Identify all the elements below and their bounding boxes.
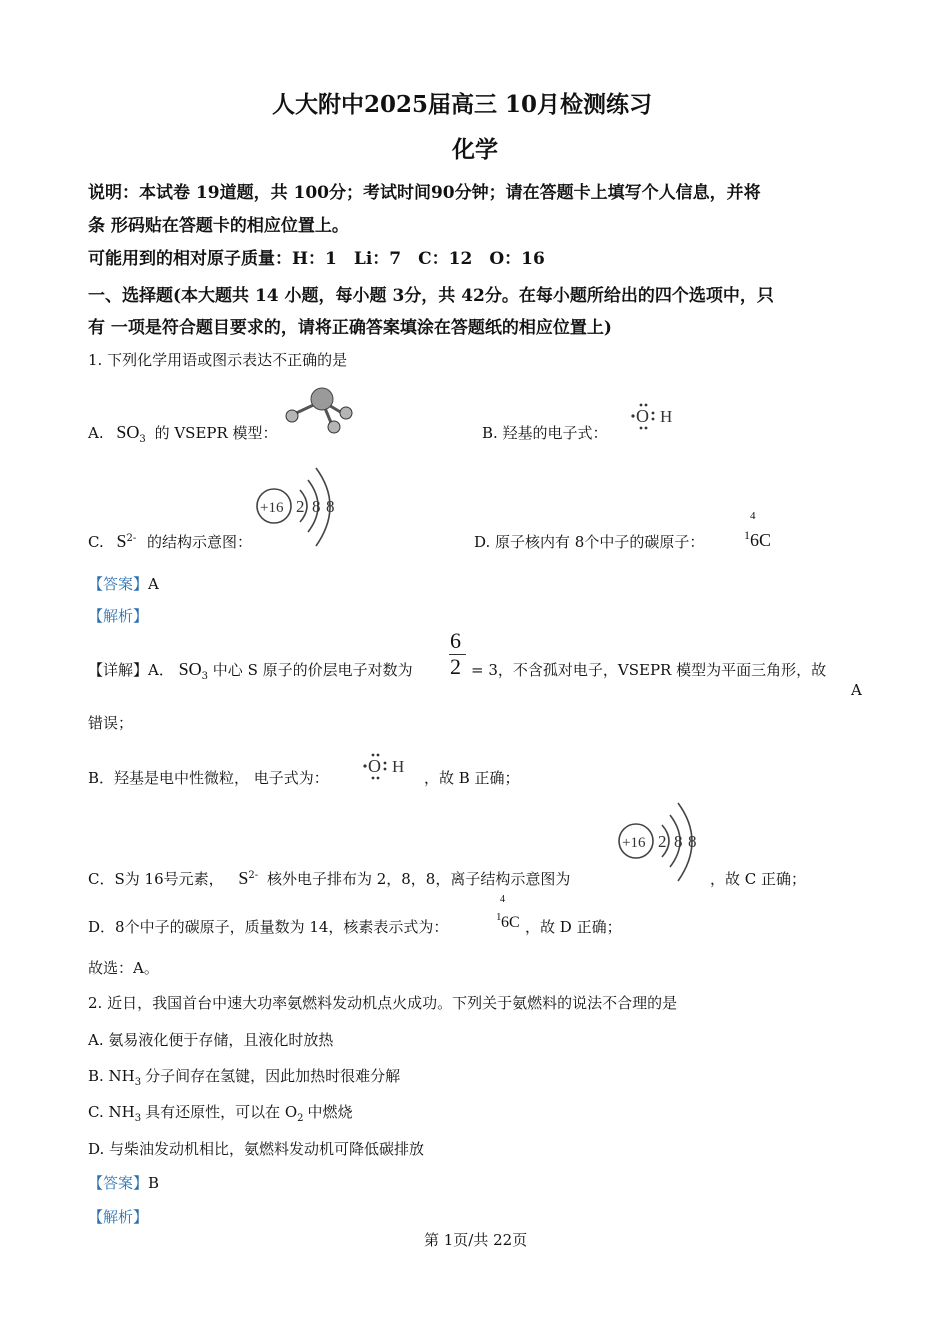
so3-vsepr-model-icon [282,385,362,437]
q1-option-d: D. 原子核内有 8个中子的碳原子： [474,533,705,551]
q1-option-b: B. 羟基的电子式： [482,424,608,442]
q1-detail-d-mass-number: 4 [500,894,505,905]
q1-detail-a-end: A [851,681,862,699]
q1-detail-d-symbol: 6C [501,914,520,931]
q1-answer: 【答案】A [88,575,159,593]
svg-text:H: H [392,757,405,776]
svg-text:2: 2 [658,832,667,851]
q2-answer: 【答案】B [88,1174,160,1192]
q1-option-c: C. $S^{2-}$ 的结构示意图： [88,531,253,551]
instructions-line1: 说明：本试卷 19道题，共 100分；考试时间90分钟；请在答题卡上填写个人信息，并将 [88,183,761,203]
svg-text:2: 2 [296,497,305,516]
subject-title: 化学 [452,136,498,163]
q1-detail-a-wrong: 错误； [88,714,134,732]
q1-detail-a-rest: = 3，不含孤对电子，VSEPR 模型为平面三角形，故 [471,661,827,679]
svg-text:8: 8 [326,497,335,516]
q1-detail-c: C．S为 16号元素， $S^{2-}$ 核外电子排布为 2，8，8，离子结构示意图为 [88,868,571,888]
svg-text:8: 8 [674,832,683,851]
sulfide-ion-structure-icon [252,460,347,552]
q2-option-b: B. $NH_3$ 分子间存在氢键，因此加热时很难分解 [88,1067,401,1088]
svg-text:8: 8 [688,832,697,851]
svg-text:8: 8 [312,497,321,516]
q2-analysis-label: 【解析】 [88,1208,149,1226]
sulfide-ion-structure-icon [614,795,709,887]
hydroxyl-h-label: H [660,407,673,426]
q2-option-a: A. 氨易液化便于存储，且液化时放热 [88,1031,334,1049]
q2-stem: 2. 近日，我国首台中速大功率氨燃料发动机点火成功。下列关于氨燃料的说法不合理的是 [88,994,678,1012]
q1-detail-b: B．羟基是电中性微粒， 电子式为： [88,769,329,787]
page-footer: 第 1页/共 22页 [424,1231,528,1249]
fraction-numerator: 6 [450,628,461,653]
section1-heading-line1: 一、选择题(本大题共 14 小题，每小题 3分，共 42分。在每小题所给出的四个选项中，只 [88,286,774,306]
q1-detail-d: D．8个中子的碳原子，质量数为 14，核素表示式为： [88,918,449,936]
q1-d-atomic-number: 1 [744,528,750,542]
q1-conclusion: 故选：A。 [88,959,159,977]
q1-analysis-label: 【解析】 [88,607,149,625]
q1-d-mass-number: 4 [750,510,756,522]
svg-text:O: O [368,756,381,776]
svg-text:+16: +16 [260,500,284,516]
q1-stem: 1. 下列化学用语或图示表达不正确的是 [88,351,348,369]
q1-detail-b-end: ，故 B 正确； [424,769,520,787]
q2-option-c: C. $NH_3$ 具有还原性，可以在 $O_2$ 中燃烧 [88,1103,353,1124]
q1-detail-d-atomic-number: 1 [496,911,502,923]
q1-detail-d-end: ，故 D 正确； [525,918,622,936]
hydroxyl-o-label: O [636,406,649,426]
instructions-line2: 条 形码贴在答题卡的相应位置上。 [88,216,349,236]
q1-d-symbol: 6C [750,530,772,550]
q1-option-a: A. $SO_3$ 的 VSEPR 模型： [88,422,278,445]
fraction-denominator: 2 [450,654,461,679]
section1-heading-line2: 有 一项是符合题目要求的，请将正确答案填涂在答题纸的相应位置上) [88,318,612,338]
q1-detail-c-end: ，故 C 正确； [710,870,807,888]
page-title: 人大附中2025届高三 10月检测练习 [272,91,653,118]
hydroxyl-electron-formula-icon [626,400,682,434]
svg-text:+16: +16 [622,835,646,851]
hydroxyl-electron-formula-icon [358,750,414,784]
q1-detail-a: 【详解】A． $SO_3$ 中心 S 原子的价层电子对数为 [88,659,413,682]
q2-option-d: D. 与柴油发动机相比，氨燃料发动机可降低碳排放 [88,1140,425,1158]
atomic-masses: 可能用到的相对原子质量：H：1 Li：7 C：12 O：16 [88,249,545,269]
